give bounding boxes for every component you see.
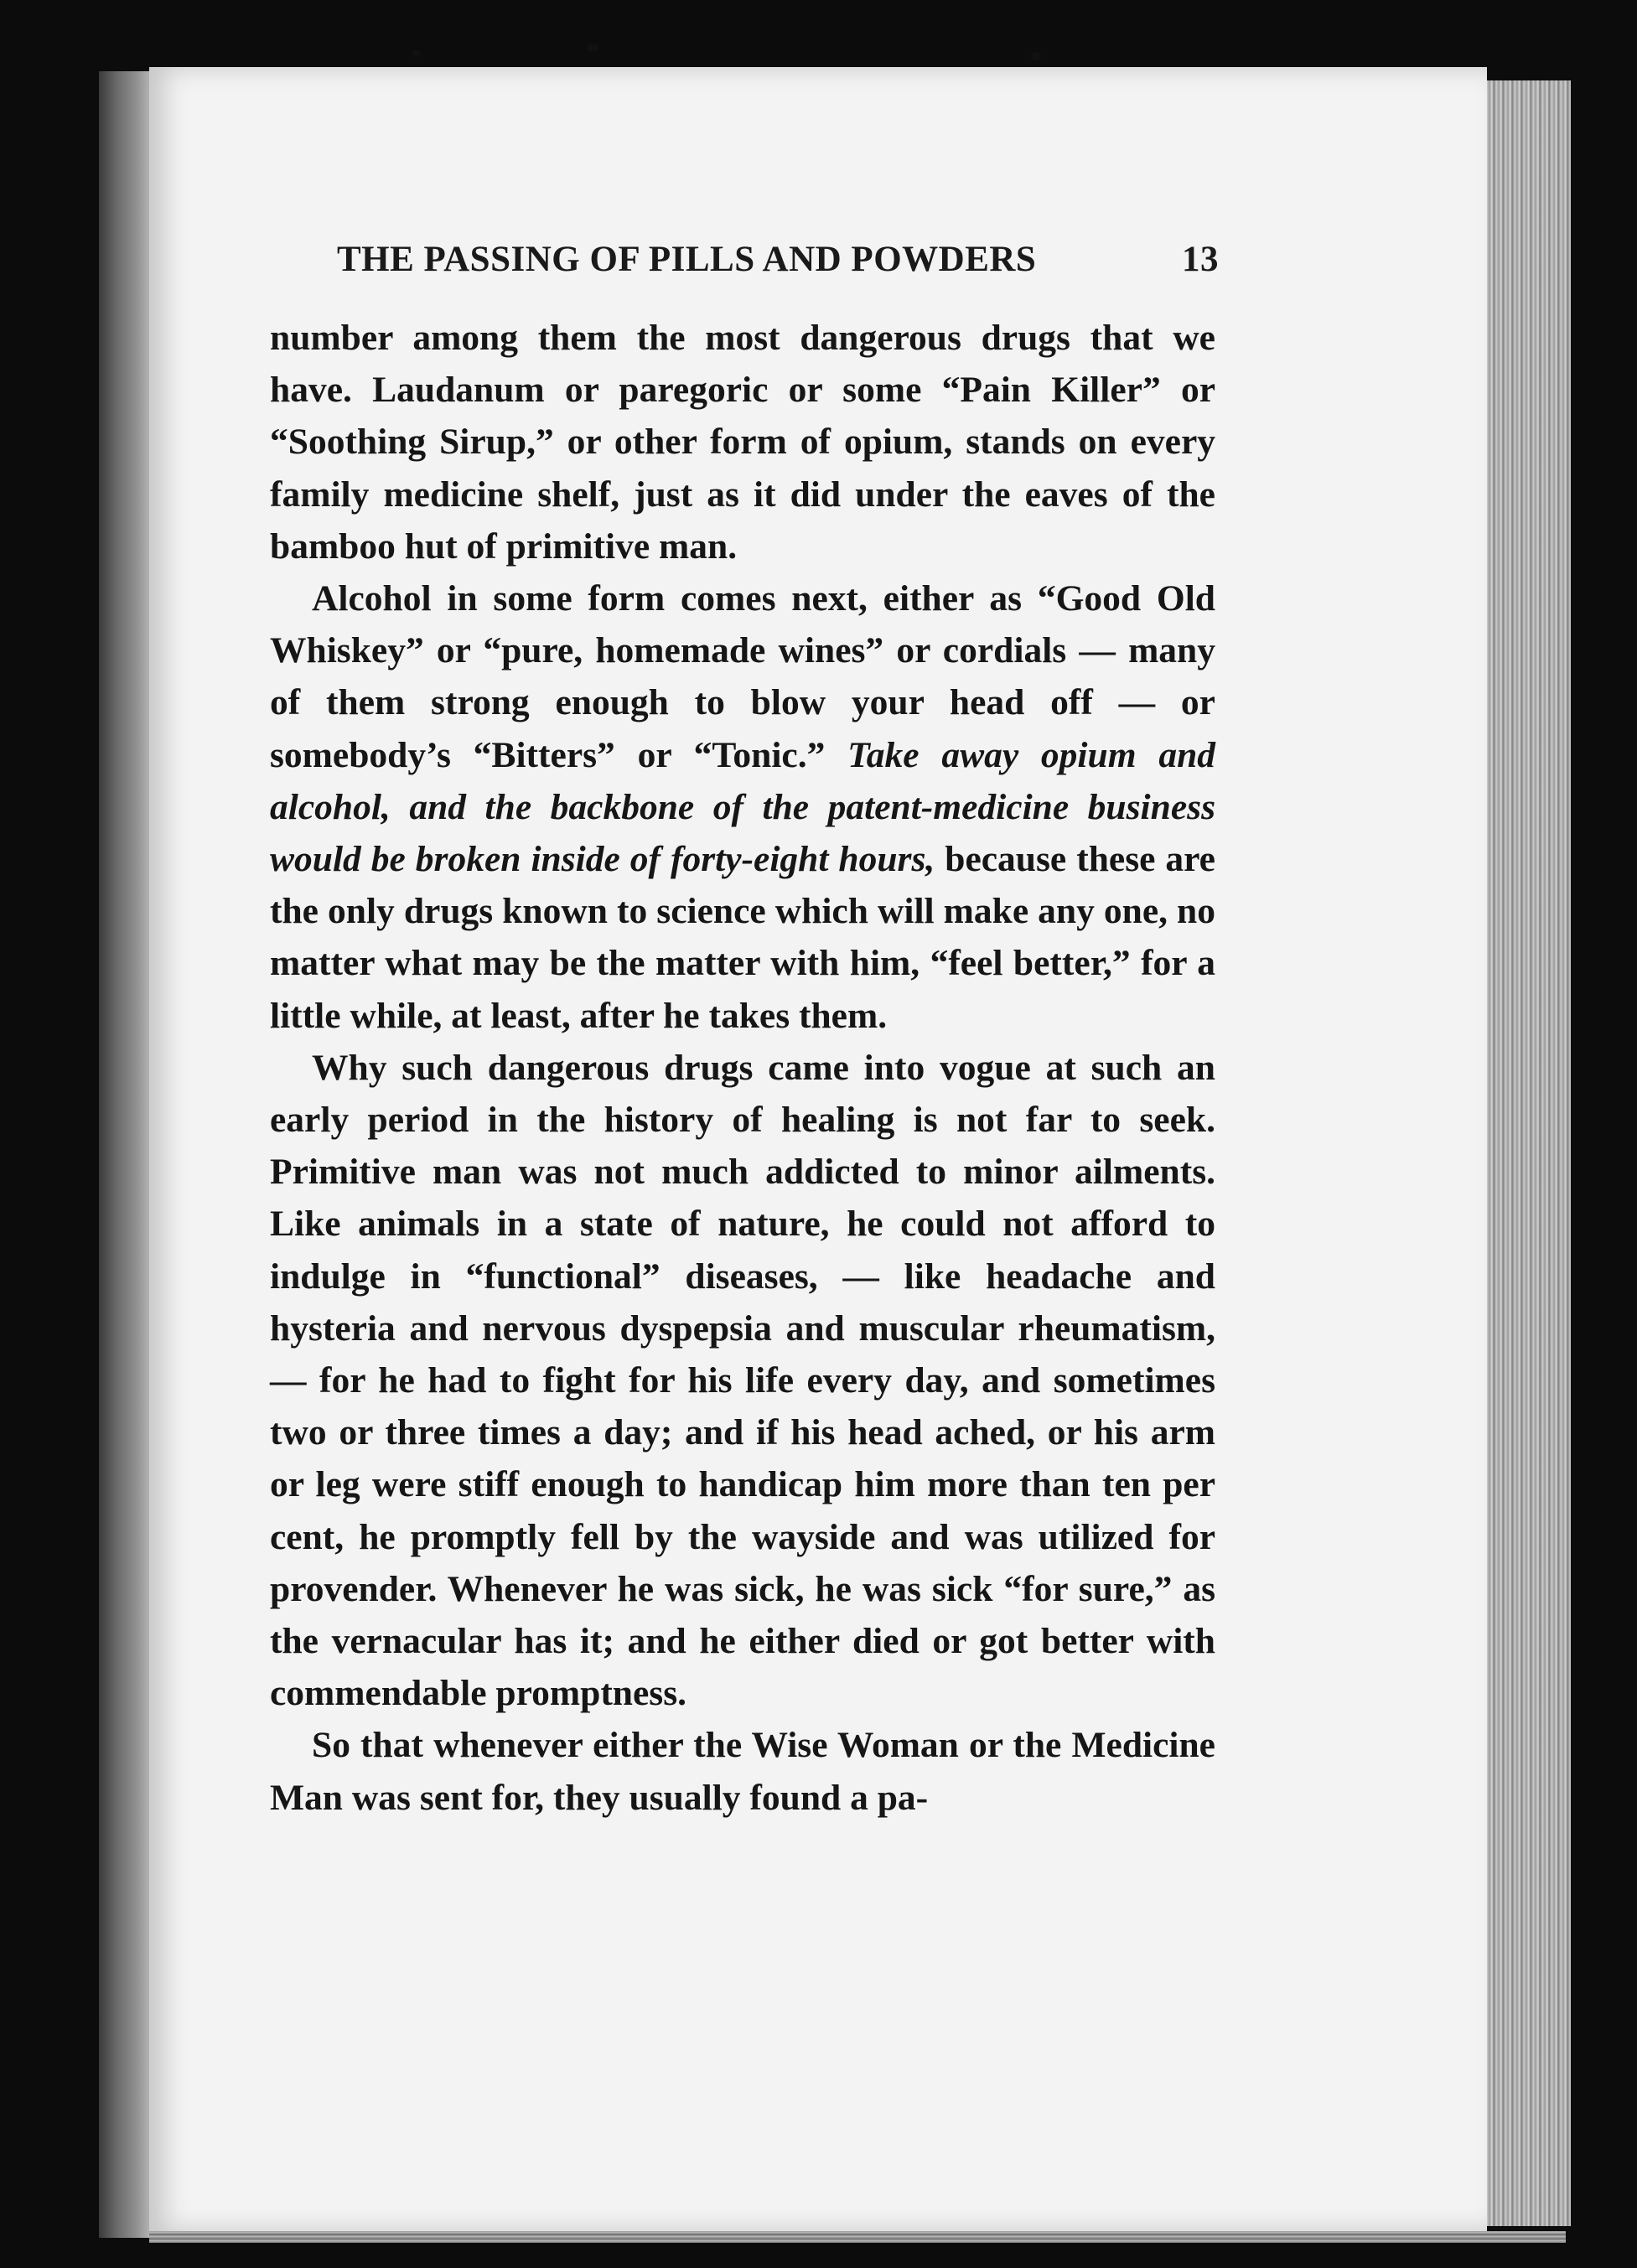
scan-speck — [1031, 52, 1041, 60]
scan-speck — [587, 44, 598, 52]
italic-text: Take away opium and alcohol, and the backbone of the patent-medicine business would be broken inside of forty-eight hours, — [270, 734, 1216, 880]
scan-speck — [412, 50, 421, 57]
paragraph — [270, 572, 1215, 1042]
running-head-title: THE PASSING OF PILLS AND POWDERS — [337, 239, 1037, 279]
paragraph — [270, 1719, 1215, 1823]
paragraph — [270, 312, 1215, 572]
body-text — [270, 312, 1215, 1824]
text-run: Why such dangerous drugs came into vogue at such an early period in the history of healing is not far to seek. Primitive man was not much addicted to minor ailments. Like animals in a state of nature, he could not afford to indulge in “functional” diseases, — like headache and hysteria and nervous dyspepsia and muscular rheumatism, — for he had to fight for his life every day, and sometimes two or three times a day; and if his head ached, or his arm or leg were stiff enough to handicap him more than ten per cent, he promptly fell by the wayside and was utilized for provender. Whenever he was sick, he was sick “for sure,” as the vernacular has it; and he either died or got better with commendable promptness. — [270, 1047, 1215, 1714]
text-run: number among them the most dangerous drugs that we have. Laudanum or paregoric or some “Pain Killer” or “Soothing Sirup,” or other form of opium, stands on every family medicine shelf, just as it did under the eaves of the bamboo hut of primitive man. — [270, 318, 1215, 567]
book-spine-shadow — [99, 71, 151, 2238]
running-head — [337, 230, 1219, 288]
page-number: 13 — [1182, 239, 1219, 279]
text-run: Alcohol in some form comes next, either as “Good Old Whiskey” or “pure, homemade wines” or cordials — many of them strong enough to blow your head off — or somebody’s “Bitters” or “Tonic.” — [270, 578, 1215, 775]
text-run: So that whenever either the Wise Woman or the Medicine Man was sent for, they usually found a pa- — [270, 1725, 1215, 1818]
page-edges — [1487, 80, 1571, 2226]
paragraph — [270, 1042, 1215, 1720]
text-run: because these are the only drugs known to science which will make any one, no matter what may be the matter with him, “feel better,” for a little while, at least, after he takes them. — [270, 839, 1215, 1036]
bottom-page-edge — [149, 2231, 1566, 2243]
